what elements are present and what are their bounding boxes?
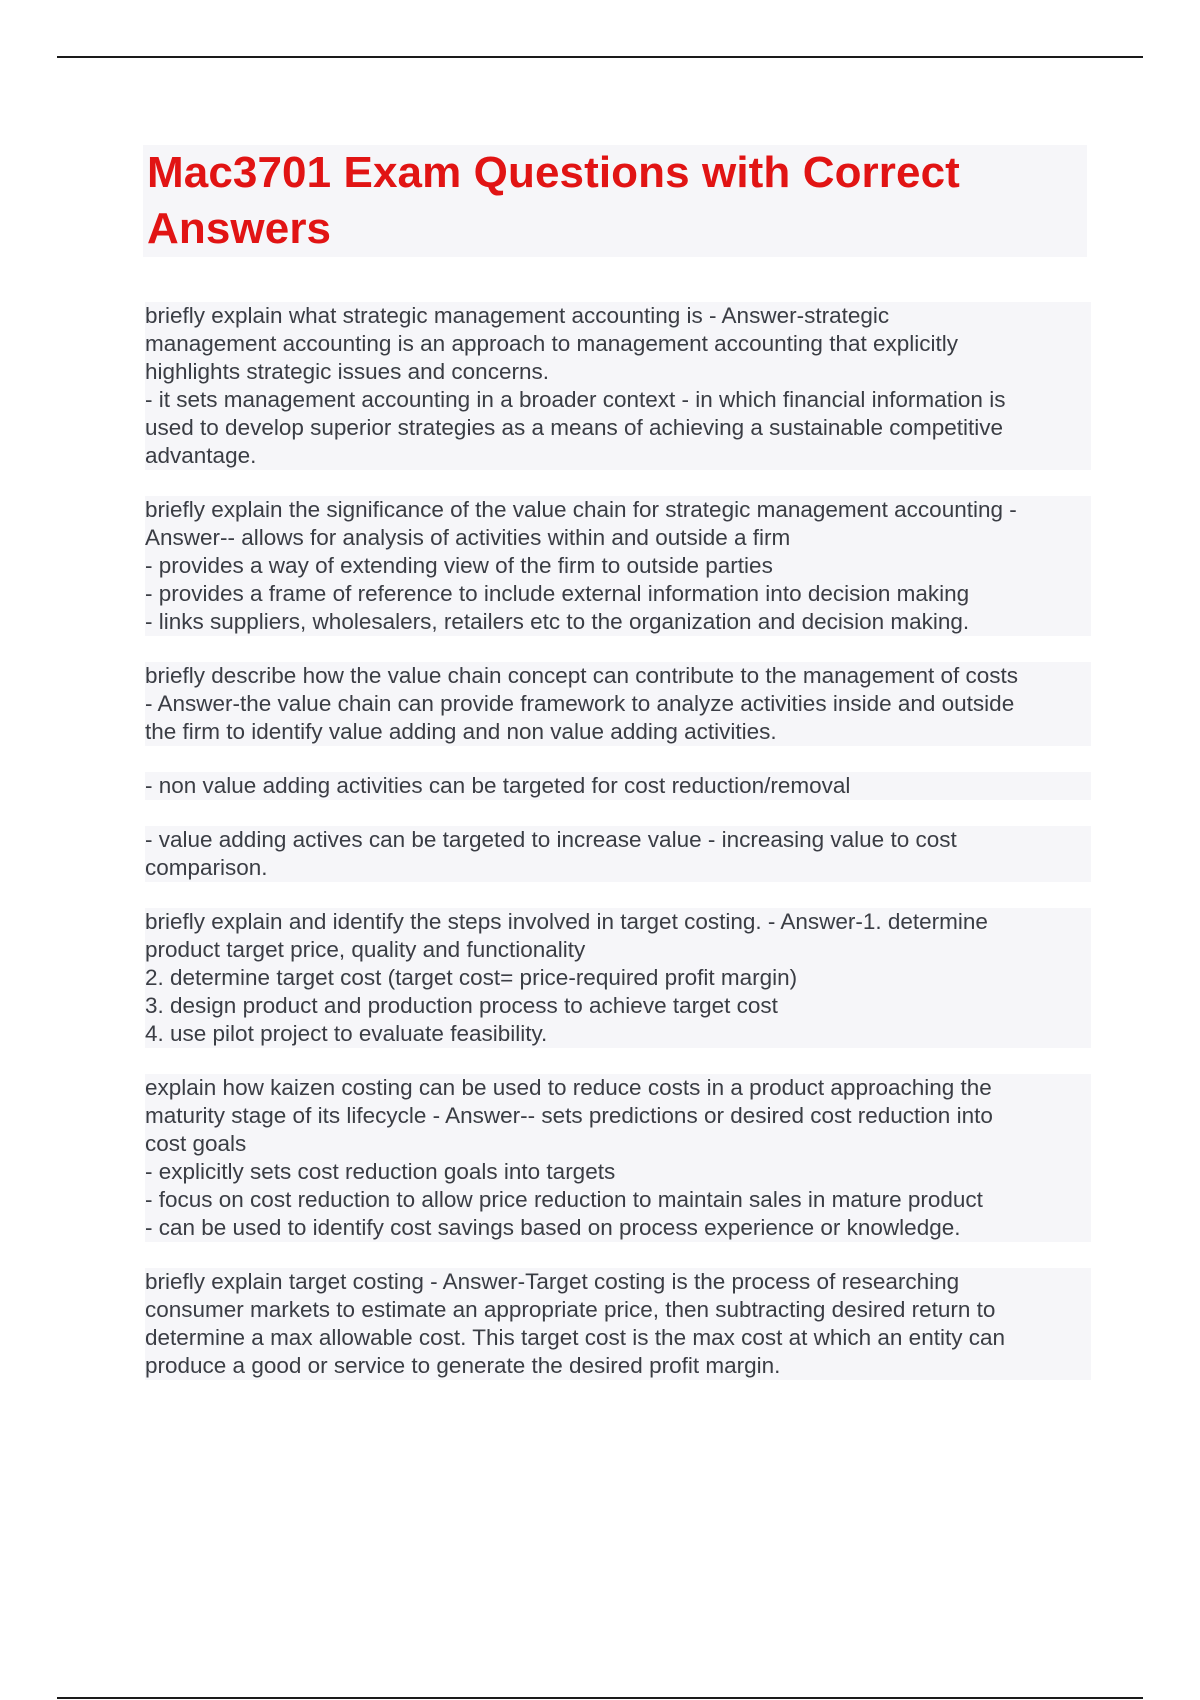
top-rule	[57, 56, 1143, 58]
bottom-rule	[57, 1697, 1143, 1699]
qa-block-strategic-management-accounting: briefly explain what strategic management accounting is - Answer-strategic management accounting is an approach to management accounting that explicitly highlights strategic issues and concerns. - it sets management accounting in a broader context - in which financial information is used to develop superior strategies as a means of achieving a sustainable competitive advantage.	[145, 302, 1091, 470]
qa-block-target-costing-steps: briefly explain and identify the steps involved in target costing. - Answer-1. determine product target price, quality and functionality 2. determine target cost (target cost= price-required profit margin) 3. design product and production process to achieve target cost 4. use pilot project to evaluate feasibility.	[145, 908, 1091, 1048]
qa-block-value-chain-significance: briefly explain the significance of the value chain for strategic management accounting - Answer-- allows for analysis of activities within and outside a firm - provides a way of extending view of the firm to outside parties - provides a frame of reference to include external information into decision making - links suppliers, wholesalers, retailers etc to the organization and decision making.	[145, 496, 1091, 636]
page-title: Mac3701 Exam Questions with Correct Answers	[147, 148, 960, 253]
document-body	[145, 302, 1091, 1380]
qa-block-kaizen-costing: explain how kaizen costing can be used to reduce costs in a product approaching the maturity stage of its lifecycle - Answer-- sets predictions or desired cost reduction into cost goals - explicitly sets cost reduction goals into targets - focus on cost reduction to allow price reduction to maintain sales in mature product - can be used to identify cost savings based on process experience or knowledge.	[145, 1074, 1091, 1242]
title-section	[143, 145, 1087, 257]
qa-block-target-costing-definition: briefly explain target costing - Answer-Target costing is the process of researching consumer markets to estimate an appropriate price, then subtracting desired return to determine a max allowable cost. This target cost is the max cost at which an entity can produce a good or service to generate the desired profit margin.	[145, 1268, 1091, 1380]
qa-block-non-value-adding: - non value adding activities can be targeted for cost reduction/removal	[145, 772, 1091, 800]
qa-block-value-adding: - value adding actives can be targeted to increase value - increasing value to cost comparison.	[145, 826, 1091, 882]
qa-block-value-chain-costs: briefly describe how the value chain concept can contribute to the management of costs - Answer-the value chain can provide framework to analyze activities inside and outside the firm to identify value adding and non value adding activities.	[145, 662, 1091, 746]
